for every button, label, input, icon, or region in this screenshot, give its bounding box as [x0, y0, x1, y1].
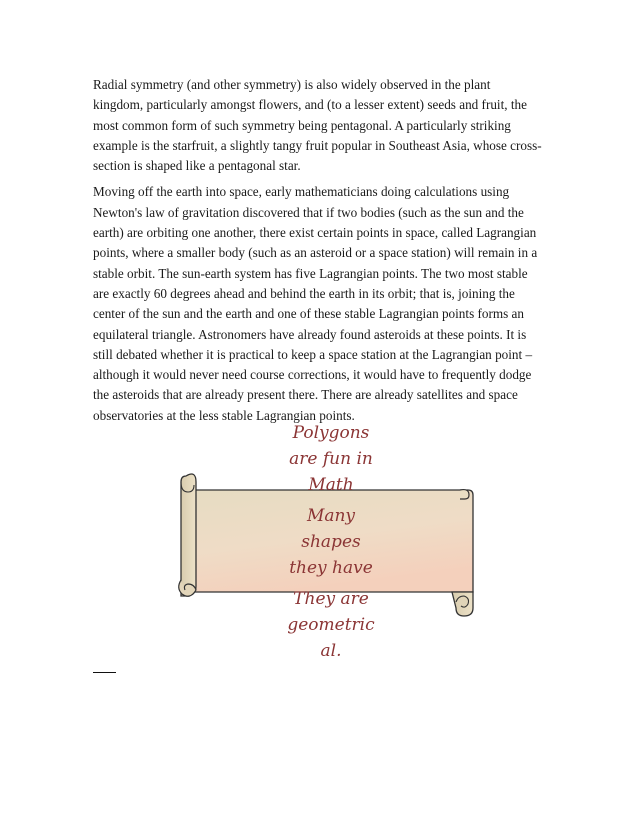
short-rule — [93, 672, 116, 673]
poem-line: geometric — [287, 615, 375, 635]
poem-stanza-2 — [268, 503, 394, 581]
poem-line: al. — [320, 641, 342, 661]
poem-line: Math — [308, 475, 354, 495]
poem-line: Polygons — [292, 423, 370, 443]
poem-line: they have — [289, 558, 373, 578]
paragraph-symmetry: Radial symmetry (and other symmetry) is also widely observed in the plant kingdom, particularly amongst flowers, and (to a lesser extent) seeds and fruit, the most common form of such symmetry being pentagonal. A particularly striking example is the starfruit, a slightly tangy fruit popular in Southeast Asia, whose cross-section is shaped like a pentagonal star. — [93, 77, 542, 174]
poem-line: are fun in — [289, 449, 373, 469]
poem-line: They are — [293, 589, 369, 609]
poem-line: shapes — [301, 532, 361, 552]
body-text — [93, 75, 543, 432]
scroll-poem — [268, 420, 394, 669]
poem-stanza-1 — [268, 420, 394, 498]
paragraph-lagrangian: Moving off the earth into space, early mathematicians doing calculations using Newton's law of gravitation discovered that if two bodies (such as the sun and the earth) are orbiting one another, there exist certain points in space, called Lagrangian points, where a smaller body (such as an asteroid or a space station) will remain in a stable orbit. The sun-earth system has five Lagrangian points. The two most stable are exactly 60 degrees ahead and behind the earth in its orbit; that is, joining the center of the sun and the earth and one of these stable Lagrangian points forms an equilateral triangle. Astronomers have already found asteroids at these points. It is still debated whether it is practical to keep a space station at the Lagrangian point – although it would never need course corrections, it would have to frequently dodge the asteroids that are already present there. There are already satellites and space observatories at the less stable Lagrangian points. — [93, 184, 538, 423]
poem-stanza-3 — [268, 586, 394, 664]
poem-line: Many — [306, 506, 356, 526]
